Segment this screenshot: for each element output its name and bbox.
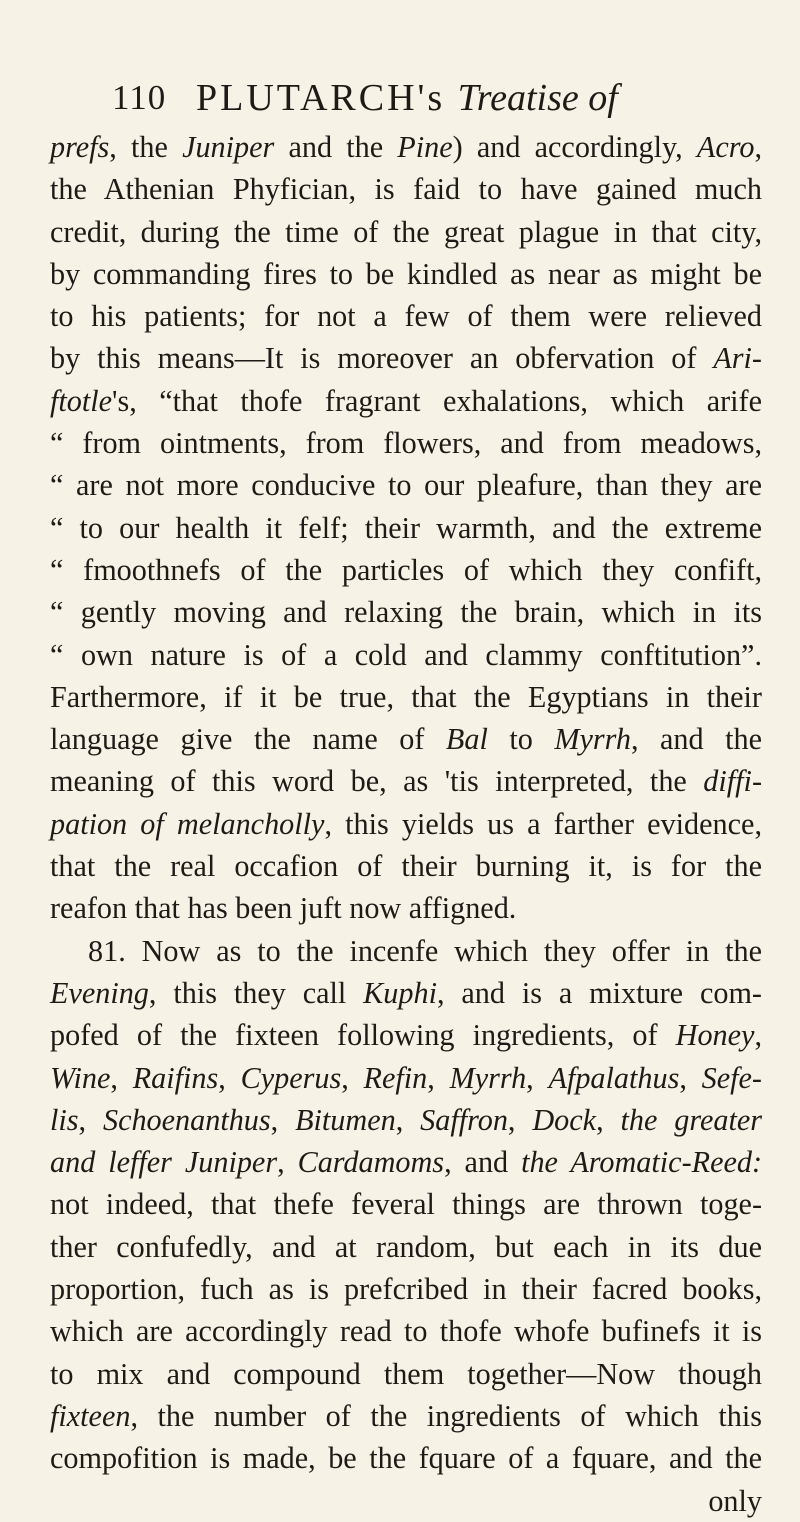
text-line <box>50 803 762 845</box>
text-line <box>50 295 762 337</box>
text-run: credit, during the time of the great plague in that city, <box>50 214 762 249</box>
text-run: that the real occafion of their burning it, is for the <box>50 849 762 884</box>
italic-run: Cardamoms <box>297 1145 445 1180</box>
text-run: compofition is made, be the fquare of a fquare, and the <box>50 1441 762 1476</box>
italic-run: ftotle <box>50 383 113 418</box>
text-line <box>50 887 762 929</box>
text-line <box>50 507 762 549</box>
text-run: pofed of the fixteen following ingredients, of <box>50 1018 676 1053</box>
italic-run: Schoenanthus <box>102 1102 271 1137</box>
italic-run: the greater <box>620 1102 763 1137</box>
text-run: , <box>395 1102 421 1137</box>
text-run: , <box>218 1060 241 1095</box>
running-head-title: PLUTARCH's <box>196 77 446 119</box>
running-head-italic: Treatise of <box>457 77 618 119</box>
text-run: , <box>596 1102 621 1137</box>
text-run: , and is a mixture com- <box>436 975 762 1010</box>
text-line <box>50 464 762 506</box>
body-text <box>50 126 762 1522</box>
text-run: Farthermore, if it be true, that the Egyptians in their <box>50 679 762 714</box>
text-run: , <box>277 1145 298 1180</box>
text-line <box>50 253 762 295</box>
italic-run: the Aromatic-Reed: <box>521 1145 763 1180</box>
text-line <box>50 168 762 210</box>
italic-run: Kuphi <box>363 975 437 1010</box>
italic-run: lis <box>50 1102 79 1137</box>
italic-run: and leffer Juniper <box>50 1145 278 1180</box>
text-run: the Athenian Phyfician, is faid to have gained much <box>50 172 762 207</box>
italic-run: pation of melancholly <box>50 806 325 841</box>
text-line <box>50 337 762 379</box>
italic-run: Myrrh <box>449 1060 527 1095</box>
text-run: , and <box>444 1145 522 1180</box>
text-run: , and the <box>630 722 762 757</box>
text-run: , <box>270 1102 296 1137</box>
text-run: 's, “that thofe fragrant exhalations, which arife <box>112 383 762 418</box>
text-run: , <box>754 130 762 164</box>
text-run: to his patients; for not a few of them were relieved <box>50 299 762 334</box>
text-line <box>50 211 762 253</box>
italic-run: prefs <box>50 130 110 164</box>
text-line <box>50 1310 762 1352</box>
text-line <box>50 845 762 887</box>
text-line <box>50 591 762 633</box>
text-run: reafon that has been juft now affigned. <box>50 891 517 926</box>
text-line <box>50 126 762 168</box>
text-run: proportion, fuch as is prefcribed in their facred books, <box>50 1272 762 1307</box>
text-run: ther confufedly, and at random, but each in its due <box>50 1229 762 1264</box>
text-run: , the <box>109 130 183 164</box>
text-run: and the <box>274 130 398 164</box>
text-run: “ own nature is of a cold and clammy conftitution”. <box>50 637 762 672</box>
text-run: , <box>427 1060 450 1095</box>
text-line <box>50 1268 762 1310</box>
text-run: only <box>708 1483 762 1518</box>
text-run: not indeed, that thefe feveral things are thrown toge- <box>50 1187 762 1222</box>
text-run: meaning of this word be, as 'tis interpreted, the <box>50 764 704 799</box>
italic-run: Ari- <box>713 341 762 376</box>
italic-run: Wine <box>50 1060 111 1095</box>
text-line <box>50 1353 762 1395</box>
text-run: which are accordingly read to thofe whofe bufinefs it is <box>50 1314 762 1349</box>
text-run: “ are not more conducive to our pleafure, than they are <box>50 468 762 503</box>
text-line <box>50 422 762 464</box>
text-line <box>50 634 762 676</box>
text-run: , <box>754 1018 762 1053</box>
page-header <box>50 70 762 132</box>
text-line <box>50 972 762 1014</box>
text-line <box>50 676 762 718</box>
italic-run: Dock <box>532 1102 597 1137</box>
text-run: “ gently moving and relaxing the brain, which in its <box>50 595 762 630</box>
italic-run: Refin <box>363 1060 428 1095</box>
text-line <box>50 760 762 802</box>
text-run: “ fmoothnefs of the particles of which they confift, <box>50 552 762 587</box>
text-line <box>50 718 762 760</box>
text-run: to mix and compound them together—Now though <box>50 1356 762 1391</box>
text-run: language give the name of <box>50 722 446 757</box>
text-run: , this they call <box>148 975 364 1010</box>
text-run: by commanding fires to be kindled as near as might be <box>50 256 762 291</box>
italic-run: Acro <box>696 130 755 164</box>
text-line <box>50 1141 762 1183</box>
text-run: , <box>679 1060 702 1095</box>
text-line <box>50 1014 762 1056</box>
text-line <box>50 1057 762 1099</box>
italic-run: Pine <box>397 130 453 164</box>
text-line <box>50 1183 762 1225</box>
text-run: to <box>487 722 555 757</box>
text-run: , <box>110 1060 133 1095</box>
text-line <box>50 1437 762 1479</box>
page-number: 110 <box>112 78 167 117</box>
catchword <box>50 1480 762 1522</box>
italic-run: diffi- <box>703 764 762 799</box>
italic-run: Sefe- <box>701 1060 762 1095</box>
text-line <box>50 1395 762 1437</box>
italic-run: Evening <box>50 975 149 1010</box>
text-run: , <box>507 1102 533 1137</box>
text-line <box>50 1099 762 1141</box>
text-line <box>50 930 762 972</box>
text-run: , <box>78 1102 103 1137</box>
text-run: , this yields us a farther evidence, <box>324 806 762 841</box>
text-run: ) and accordingly, <box>452 130 697 164</box>
text-run: 81. Now as to the incenfe which they offer in the <box>88 933 762 968</box>
text-line <box>50 1226 762 1268</box>
italic-run: Juniper <box>182 130 275 164</box>
italic-run: Saffron <box>420 1102 508 1137</box>
text-run: “ from ointments, from flowers, and from meadows, <box>50 426 762 461</box>
italic-run: Honey <box>675 1018 755 1053</box>
text-run: by this means—It is moreover an obfervation of <box>50 341 714 376</box>
text-run: , <box>341 1060 364 1095</box>
text-run: , the number of the ingredients of which this <box>130 1398 762 1433</box>
text-run: , <box>526 1060 549 1095</box>
italic-run: fixteen <box>50 1398 131 1433</box>
italic-run: Afpalathus <box>548 1060 680 1095</box>
running-head <box>196 76 618 120</box>
italic-run: Bitumen <box>295 1102 396 1137</box>
italic-run: Cyperus <box>240 1060 342 1095</box>
italic-run: Bal <box>445 722 488 757</box>
italic-run: Myrrh <box>554 722 631 757</box>
text-run: “ to our health it felf; their warmth, and the extreme <box>50 510 762 545</box>
text-line <box>50 380 762 422</box>
italic-run: Raifins <box>132 1060 219 1095</box>
book-page <box>50 70 763 1518</box>
text-line <box>50 549 762 591</box>
